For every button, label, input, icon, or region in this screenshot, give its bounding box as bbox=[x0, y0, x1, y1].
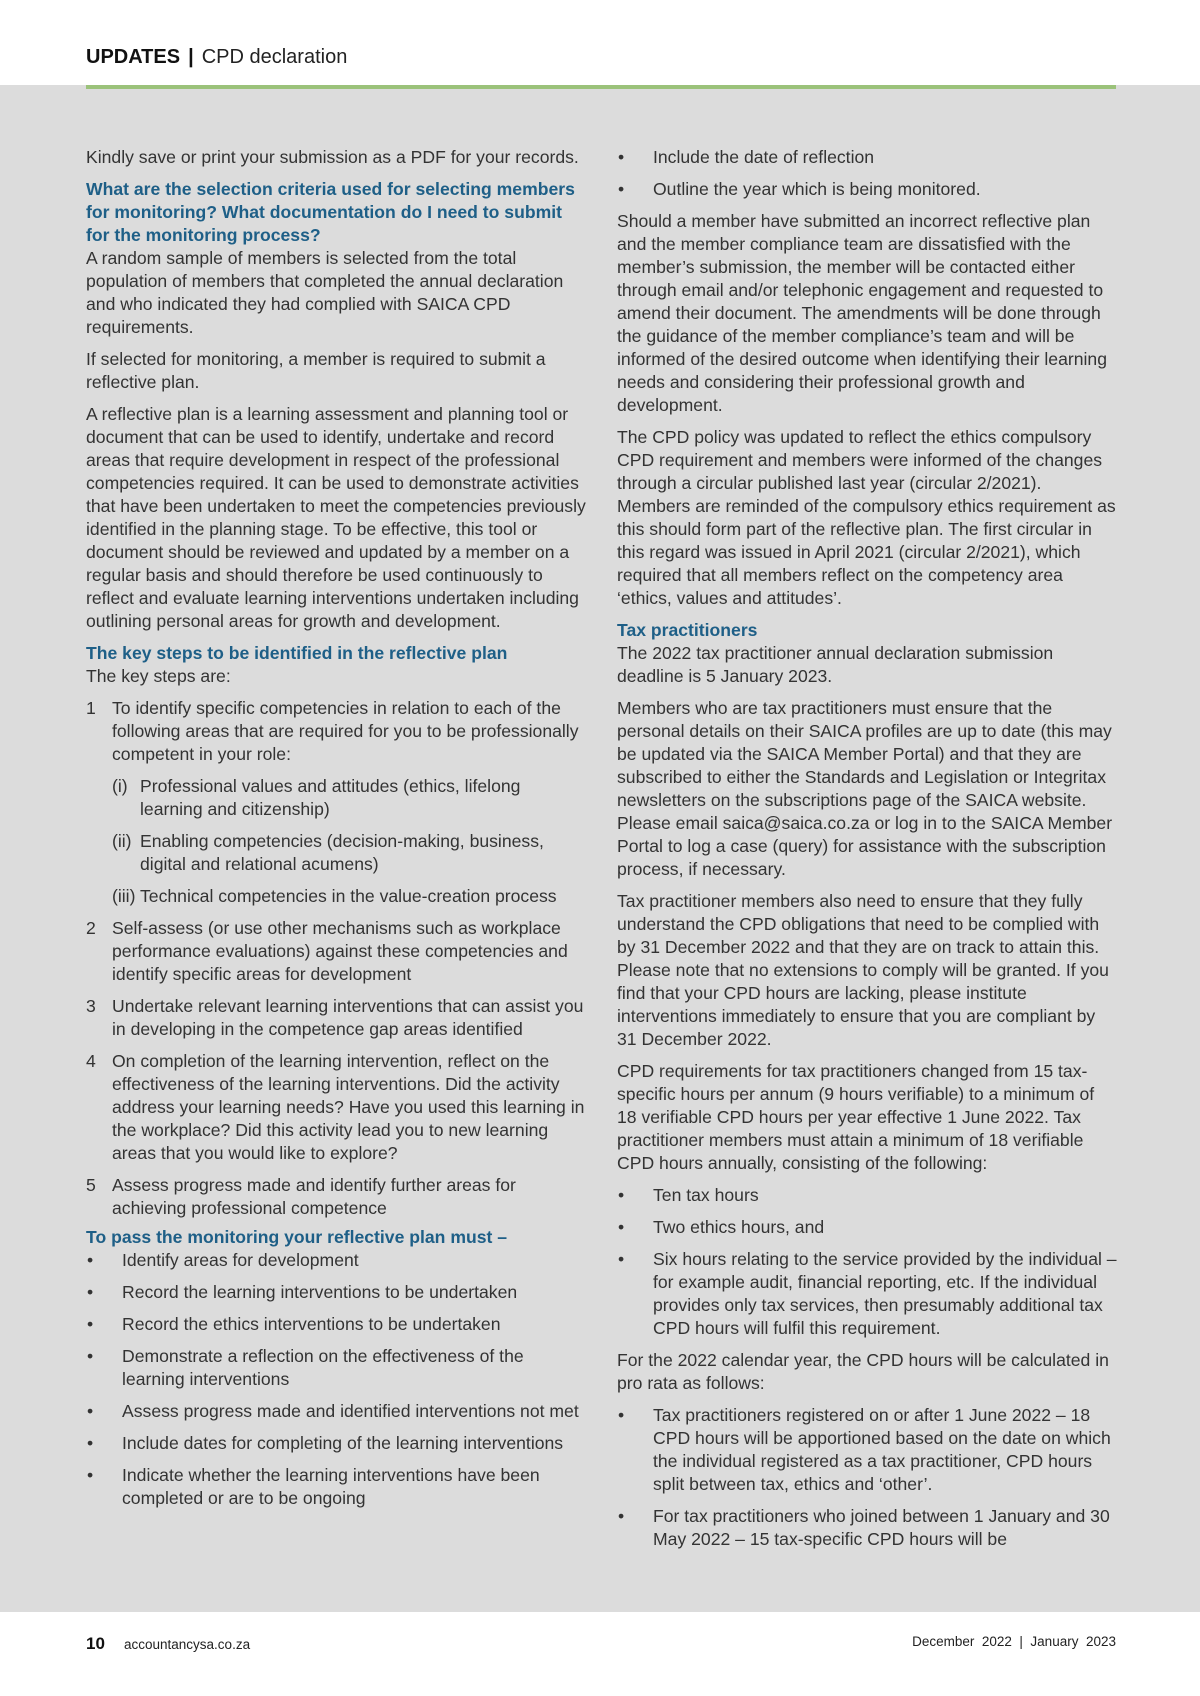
heading-selection-criteria: What are the selection criteria used for selecting members for monitoring? What documentation do I need to submit for the monitoring process? bbox=[86, 179, 575, 245]
header-topic: CPD declaration bbox=[201, 46, 348, 68]
step-text: On completion of the learning intervention, reflect on the effectiveness of the learning interventions. Did the activity address your learning needs? Have you used this learning in the workplace? Did this activity lead you to new learning areas that you would like to explore? bbox=[112, 1051, 585, 1163]
issue-date: December 2022 | January 2023 bbox=[912, 1634, 1116, 1649]
sub-step-text: Enabling competencies (decision-making, business, digital and relational acumens) bbox=[140, 831, 544, 874]
list-item bbox=[86, 917, 586, 986]
competency-areas-list bbox=[112, 775, 586, 908]
heading-pass-monitoring: To pass the monitoring your reflective plan must – bbox=[86, 1227, 508, 1247]
right-column bbox=[617, 146, 1117, 1560]
paragraph-member-profiles: Members who are tax practitioners must ensure that the personal details on their SAICA profiles are up to date (this may be updated via the SAICA Member Portal) and that they are subscribed to either the Standards and Legislation or Integritax newsletters on the subscriptions page of the SAICA website. Please email saica@saica.co.za or log in to the SAICA Member Portal to log a case (query) for assistance with the subscription process, if necessary. bbox=[617, 698, 1113, 879]
step-text: Self-assess (or use other mechanisms such as workplace performance evaluations) against these competencies and identify specific areas for development bbox=[112, 918, 568, 984]
list-item: • Two ethics hours, and bbox=[617, 1216, 1117, 1239]
step-number: 1 bbox=[86, 698, 96, 718]
cpd-hours-list bbox=[617, 1184, 1117, 1340]
step-text: To identify specific competencies in relation to each of the following areas that are required for you to be professionally competent in your role: bbox=[112, 698, 579, 764]
list-item: • Record the learning interventions to be undertaken bbox=[86, 1281, 586, 1304]
list-item bbox=[86, 1174, 586, 1220]
footer-band bbox=[0, 1612, 1200, 1696]
left-column bbox=[86, 146, 586, 1519]
paragraph-cpd-obligations: Tax practitioner members also need to ensure that they fully understand the CPD obligations that need to be complied with by 31 December 2022 and that they are on track to attain this. Please note that no extensions to comply will be granted. If you find that your CPD hours are lacking, please institute interventions immediately to ensure that you are compliant by 31 December 2022. bbox=[617, 891, 1109, 1049]
list-item: • Assess progress made and identified interventions not met bbox=[86, 1400, 586, 1423]
key-steps-list bbox=[86, 697, 586, 1220]
step-text: Assess progress made and identify further areas for achieving professional competence bbox=[112, 1175, 516, 1218]
list-item: • Demonstrate a reflection on the effectiveness of the learning interventions bbox=[86, 1345, 586, 1391]
step-number: 3 bbox=[86, 996, 96, 1016]
paragraph-cpd-requirements: CPD requirements for tax practitioners changed from 15 tax-specific hours per annum (9 hours verifiable) to a minimum of 18 verifiable CPD hours per year effective 1 June 2022. Tax practitioner members must attain a minimum of 18 verifiable CPD hours annually, consisting of the following: bbox=[617, 1061, 1095, 1173]
list-item: • For tax practitioners who joined between 1 January and 30 May 2022 – 15 tax-specific CPD hours will be bbox=[617, 1505, 1117, 1551]
sub-step-number: (iii) bbox=[112, 886, 136, 906]
paragraph-cpd-policy: The CPD policy was updated to reflect the ethics compulsory CPD requirement and members were informed of the changes through a circular published last year (circular 2/2021). Members are reminded of the compulsory ethics requirement as this should form part of the reflective plan. The first circular in this regard was issued in April 2021 (circular 2/2021), which required that all members reflect on the competency area ‘ethics, values and attitudes’. bbox=[617, 427, 1116, 608]
list-item: • Include the date of reflection bbox=[617, 146, 1117, 169]
page-number: 10 bbox=[86, 1634, 105, 1653]
header-band bbox=[0, 0, 1200, 85]
list-item: • Include dates for completing of the learning interventions bbox=[86, 1432, 586, 1455]
sub-step-number: (ii) bbox=[112, 831, 132, 851]
list-item bbox=[86, 697, 586, 908]
list-item: • Outline the year which is being monitored. bbox=[617, 178, 1117, 201]
list-item bbox=[112, 830, 586, 876]
paragraph-pro-rata: For the 2022 calendar year, the CPD hours will be calculated in pro rata as follows: bbox=[617, 1350, 1109, 1393]
reflection-date-list bbox=[617, 146, 1117, 201]
section-label: UPDATES bbox=[86, 46, 181, 68]
sub-step-number: (i) bbox=[112, 776, 128, 796]
paragraph-if-selected: If selected for monitoring, a member is required to submit a reflective plan. bbox=[86, 349, 546, 392]
paragraph-deadline: The 2022 tax practitioner annual declaration submission deadline is 5 January 2023. bbox=[617, 643, 1054, 686]
list-item: • Tax practitioners registered on or after 1 June 2022 – 18 CPD hours will be apportioned based on the date on which the individual registered as a tax practitioner, CPD hours split between tax, ethics and ‘other’. bbox=[617, 1404, 1117, 1496]
pass-criteria-list bbox=[86, 1249, 586, 1510]
paragraph-random-sample: A random sample of members is selected from the total population of members that completed the annual declaration and who indicated they had complied with SAICA CPD requirements. bbox=[86, 248, 564, 337]
paragraph-save-pdf: Kindly save or print your submission as a PDF for your records. bbox=[86, 147, 579, 167]
running-header bbox=[86, 46, 347, 69]
list-item: • Six hours relating to the service provided by the individual – for example audit, financial reporting, etc. If the individual provides only tax services, then presumably additional tax CPD hours will fulfil this requirement. bbox=[617, 1248, 1117, 1340]
list-item bbox=[112, 885, 586, 908]
list-item bbox=[112, 775, 586, 821]
website-link[interactable]: accountancysa.co.za bbox=[124, 1637, 251, 1652]
pro-rata-list bbox=[617, 1404, 1117, 1551]
list-item bbox=[86, 1050, 586, 1165]
step-text: Undertake relevant learning interventions that can assist you in developing in the competence gap areas identified bbox=[112, 996, 584, 1039]
header-separator: | bbox=[188, 46, 194, 68]
paragraph-key-steps-intro: The key steps are: bbox=[86, 666, 231, 686]
header-rule bbox=[86, 85, 1116, 89]
list-item bbox=[86, 995, 586, 1041]
list-item: • Ten tax hours bbox=[617, 1184, 1117, 1207]
list-item: • Indicate whether the learning interventions have been completed or are to be ongoing bbox=[86, 1464, 586, 1510]
sub-step-text: Professional values and attitudes (ethics, lifelong learning and citizenship) bbox=[140, 776, 521, 819]
heading-tax-practitioners: Tax practitioners bbox=[617, 620, 758, 640]
sub-step-text: Technical competencies in the value-creation process bbox=[140, 886, 557, 906]
list-item: • Record the ethics interventions to be undertaken bbox=[86, 1313, 586, 1336]
list-item: • Identify areas for development bbox=[86, 1249, 586, 1272]
step-number: 4 bbox=[86, 1051, 96, 1071]
paragraph-reflective-plan: A reflective plan is a learning assessment and planning tool or document that can be used to identify, undertake and record areas that require development in respect of the professional competencies required. It can be used to demonstrate activities that have been undertaken to meet the competencies previously identified in the planning stage. To be effective, this tool or document should be reviewed and updated by a member on a regular basis and should therefore be used continuously to reflect and evaluate learning interventions undertaken including outlining personal areas for growth and development. bbox=[86, 404, 586, 631]
step-number: 5 bbox=[86, 1175, 96, 1195]
step-number: 2 bbox=[86, 918, 96, 938]
heading-key-steps: The key steps to be identified in the reflective plan bbox=[86, 643, 508, 663]
paragraph-incorrect-plan: Should a member have submitted an incorrect reflective plan and the member compliance team are dissatisfied with the member’s submission, the member will be contacted either through email and/or telephonic engagement and requested to amend their document. The amendments will be done through the guidance of the member compliance’s team and will be informed of the desired outcome when identifying their learning needs and considering their professional growth and development. bbox=[617, 211, 1107, 415]
